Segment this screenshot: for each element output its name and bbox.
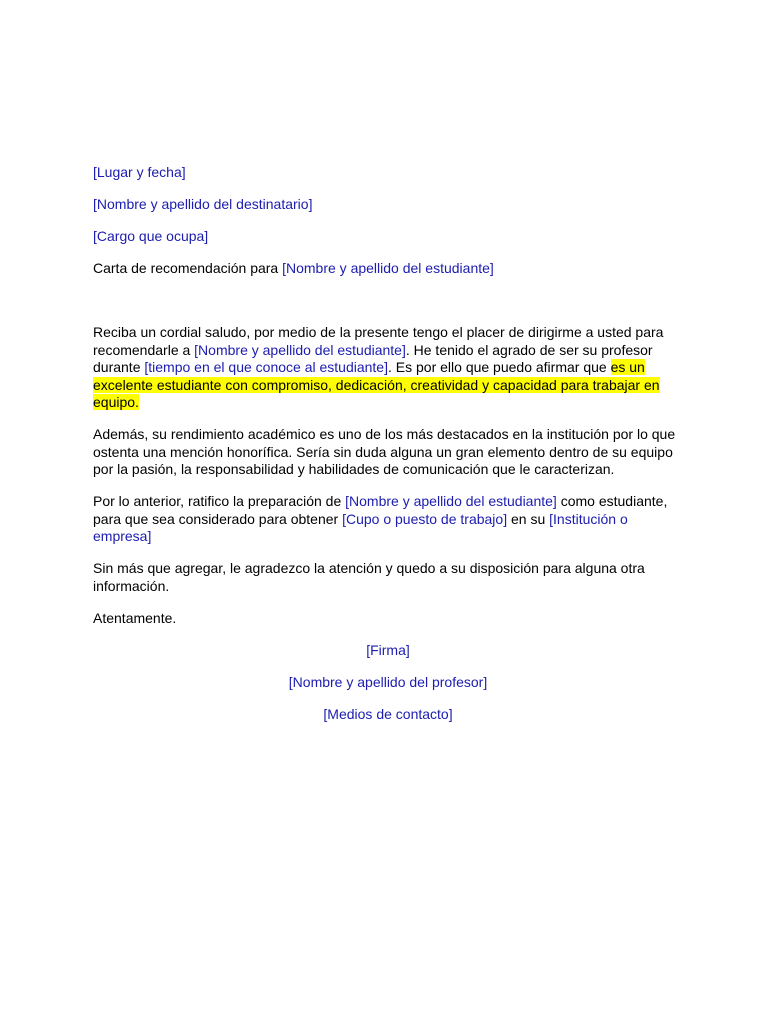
recipient-name-placeholder: [Nombre y apellido del destinatario]: [93, 196, 313, 212]
subject-lead: Carta de recomendación para: [93, 260, 283, 276]
subject-student-placeholder: [Nombre y apellido del estudiante]: [282, 260, 494, 276]
p3-text-3: en su: [507, 510, 550, 527]
paragraph-ratification: [93, 493, 683, 546]
subject-line: [93, 260, 683, 278]
p3-position-placeholder: [Cupo o puesto de trabajo]: [342, 510, 508, 527]
recipient-name: [93, 196, 683, 214]
professor-name-line: [93, 674, 683, 692]
paragraph-closing: [93, 560, 683, 595]
p3-text-2: como estudiante, para que sea considerado para obtener: [93, 493, 668, 527]
p3-institution-placeholder: [Institución o empresa]: [93, 510, 628, 544]
sign-off: [93, 610, 683, 628]
paragraph-performance: [93, 426, 683, 479]
blank-space: [93, 292, 683, 324]
contact-placeholder: [Medios de contacto]: [323, 705, 453, 722]
sign-off-text: Atentamente.: [93, 609, 177, 626]
p3-student-placeholder: [Nombre y apellido del estudiante]: [345, 493, 557, 509]
p2-text: Además, su rendimiento académico es uno de los más destacados en la institución por lo que ostenta una mención honorífica. Sería sin duda alguna un gran elemento dentro de su equipo por la pasión, la responsabilidad y habilidades de comunicación que le caracterizan.: [93, 426, 676, 477]
p1-text-1: Reciba un cordial saludo, por medio de la presente tengo el placer de dirigirme a usted para recomendarle a: [93, 324, 664, 358]
p1-text-2: . He tenido el agrado de ser su profesor durante: [93, 341, 653, 375]
p3-text-1: Por lo anterior, ratifico la preparación de: [93, 493, 346, 509]
paragraph-greeting: [93, 324, 683, 412]
p1-time-placeholder: [tiempo en el que conoce al estudiante]: [144, 359, 388, 375]
place-date-placeholder: [Lugar y fecha]: [93, 164, 186, 180]
place-date: [93, 164, 683, 182]
letter-body: [93, 164, 683, 738]
signature-placeholder: [Firma]: [366, 641, 410, 658]
signature-line: [93, 642, 683, 660]
recipient-position-placeholder: [Cargo que ocupa]: [93, 228, 209, 244]
p4-text: Sin más que agregar, le agradezco la atención y quedo a su disposición para alguna otra información.: [93, 560, 645, 594]
recipient-position: [93, 228, 683, 246]
p1-text-3: . Es por ello que puedo afirmar que: [388, 359, 611, 375]
contact-line: [93, 706, 683, 724]
p1-highlighted-text: es un excelente estudiante con compromiso, dedicación, creatividad y capacidad para trabajar en equipo.: [93, 359, 660, 410]
p1-student-placeholder: [Nombre y apellido del estudiante]: [194, 341, 406, 358]
professor-name-placeholder: [Nombre y apellido del profesor]: [288, 673, 488, 690]
